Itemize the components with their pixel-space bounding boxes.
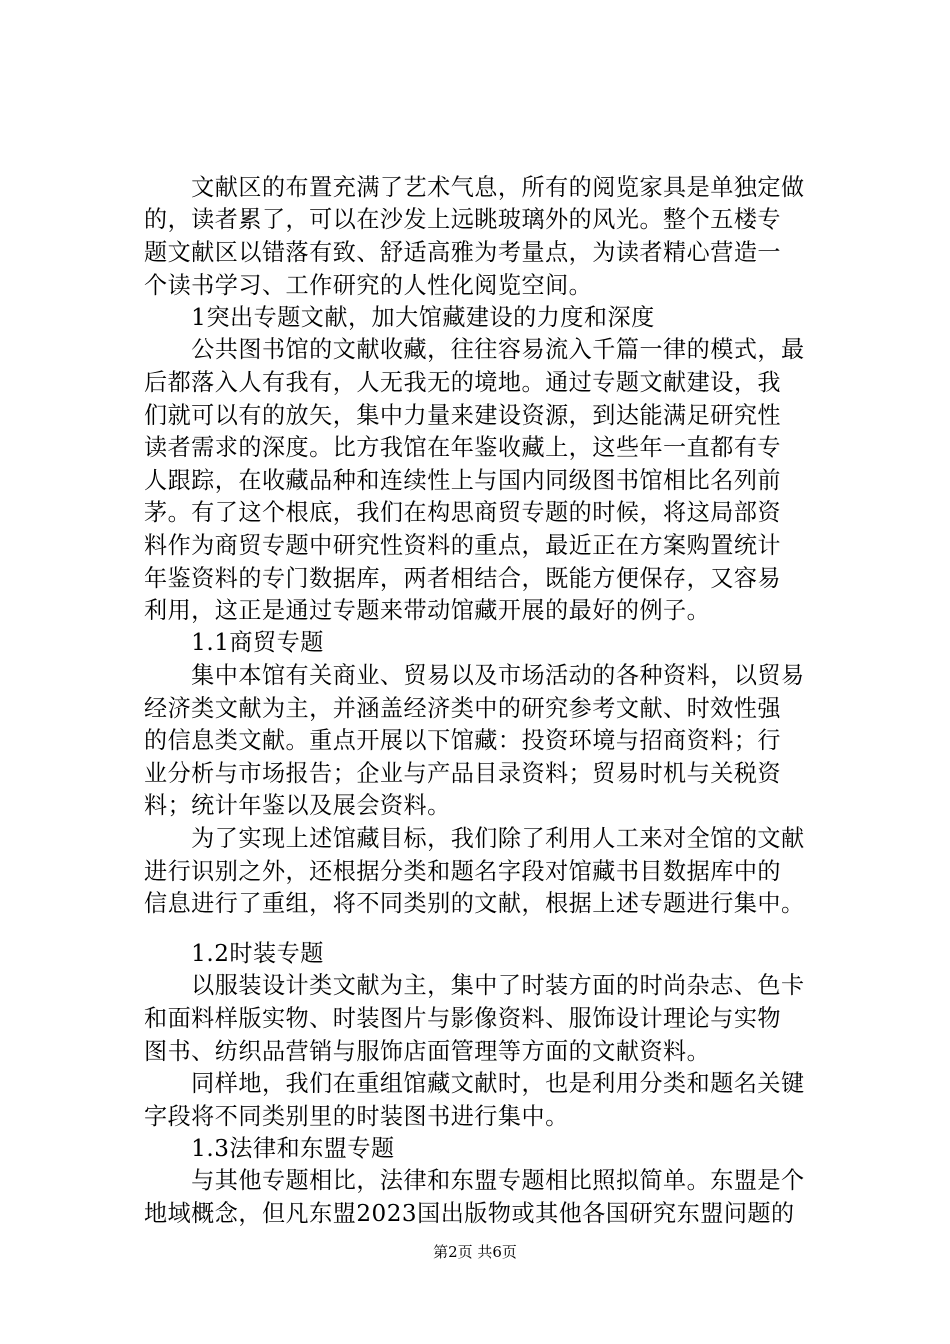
paragraph-line: 业分析与市场报告；企业与产品目录资料；贸易时机与关税资 bbox=[144, 761, 782, 788]
paragraph-line: 后都落入人有我有，人无我无的境地。通过专题文献建设，我 bbox=[144, 370, 782, 397]
paragraph-line: 地域概念，但凡东盟2023国出版物或其他各国研究东盟问题的 bbox=[144, 1200, 795, 1227]
paragraph-line: 集中本馆有关商业、贸易以及市场活动的各种资料，以贸易 bbox=[144, 663, 805, 690]
paragraph-line: 料；统计年鉴以及展会资料。 bbox=[144, 793, 451, 820]
paragraph-line: 料作为商贸专题中研究性资料的重点，最近正在方案购置统计 bbox=[144, 532, 782, 559]
paragraph-line: 为了实现上述馆藏目标，我们除了利用人工来对全馆的文献 bbox=[144, 825, 805, 852]
paragraph-line: 的信息类文献。重点开展以下馆藏：投资环境与招商资料；行 bbox=[144, 727, 782, 754]
paragraph-line: 利用，这正是通过专题来带动馆藏开展的最好的例子。 bbox=[144, 598, 711, 624]
section-heading: 1.2时装专题 bbox=[144, 940, 324, 967]
paragraph-line: 个读书学习、工作研究的人性化阅览空间。 bbox=[144, 272, 593, 299]
paragraph-line: 经济类文献为主，并涵盖经济类中的研究参考文献、时效性强 bbox=[144, 695, 782, 722]
section-heading: 1突出专题文献，加大馆藏建设的力度和深度 bbox=[144, 304, 655, 331]
paragraph-line: 茅。有了这个根底，我们在构思商贸专题的时候，将这局部资 bbox=[144, 500, 782, 527]
paragraph-line: 们就可以有的放矢，集中力量来建设资源，到达能满足研究性 bbox=[144, 402, 782, 429]
section-heading: 1.1商贸专题 bbox=[144, 630, 324, 657]
paragraph-line: 题文献区以错落有致、舒适高雅为考量点，为读者精心营造一 bbox=[144, 239, 782, 266]
page-footer: 第2页 共6页 bbox=[433, 1243, 517, 1261]
section-heading: 1.3法律和东盟专题 bbox=[144, 1136, 395, 1163]
paragraph-line: 公共图书馆的文献收藏，往往容易流入千篇一律的模式，最 bbox=[144, 337, 805, 364]
paragraph-line: 与其他专题相比，法律和东盟专题相比照拟简单。东盟是个 bbox=[144, 1168, 805, 1195]
paragraph-line: 以服装设计类文献为主，集中了时装方面的时尚杂志、色卡 bbox=[144, 973, 805, 999]
paragraph-line: 进行识别之外，还根据分类和题名字段对馆藏书目数据库中的 bbox=[144, 858, 782, 885]
paragraph-line: 图书、纺织品营销与服饰店面管理等方面的文献资料。 bbox=[144, 1038, 711, 1065]
paragraph-line: 信息进行了重组，将不同类别的文献，根据上述专题进行集中。 bbox=[144, 891, 805, 917]
paragraph-line: 的，读者累了，可以在沙发上远眺玻璃外的风光。整个五楼专 bbox=[144, 207, 782, 234]
paragraph-line: 字段将不同类别里的时装图书进行集中。 bbox=[144, 1103, 569, 1130]
paragraph-line: 同样地，我们在重组馆藏文献时，也是利用分类和题名关键 bbox=[144, 1070, 805, 1097]
paragraph-line: 读者需求的深度。比方我馆在年鉴收藏上，这些年一直都有专 bbox=[144, 434, 782, 461]
paragraph-line: 文献区的布置充满了艺术气息，所有的阅览家具是单独定做 bbox=[144, 175, 805, 201]
paragraph-line: 和面料样版实物、时装图片与影像资料、服饰设计理论与实物 bbox=[144, 1006, 782, 1033]
paragraph-line: 年鉴资料的专门数据库，两者相结合，既能方便保存，又容易 bbox=[144, 565, 782, 592]
paragraph-line: 人跟踪，在收藏品种和连续性上与国内同级图书馆相比名列前 bbox=[144, 468, 782, 494]
